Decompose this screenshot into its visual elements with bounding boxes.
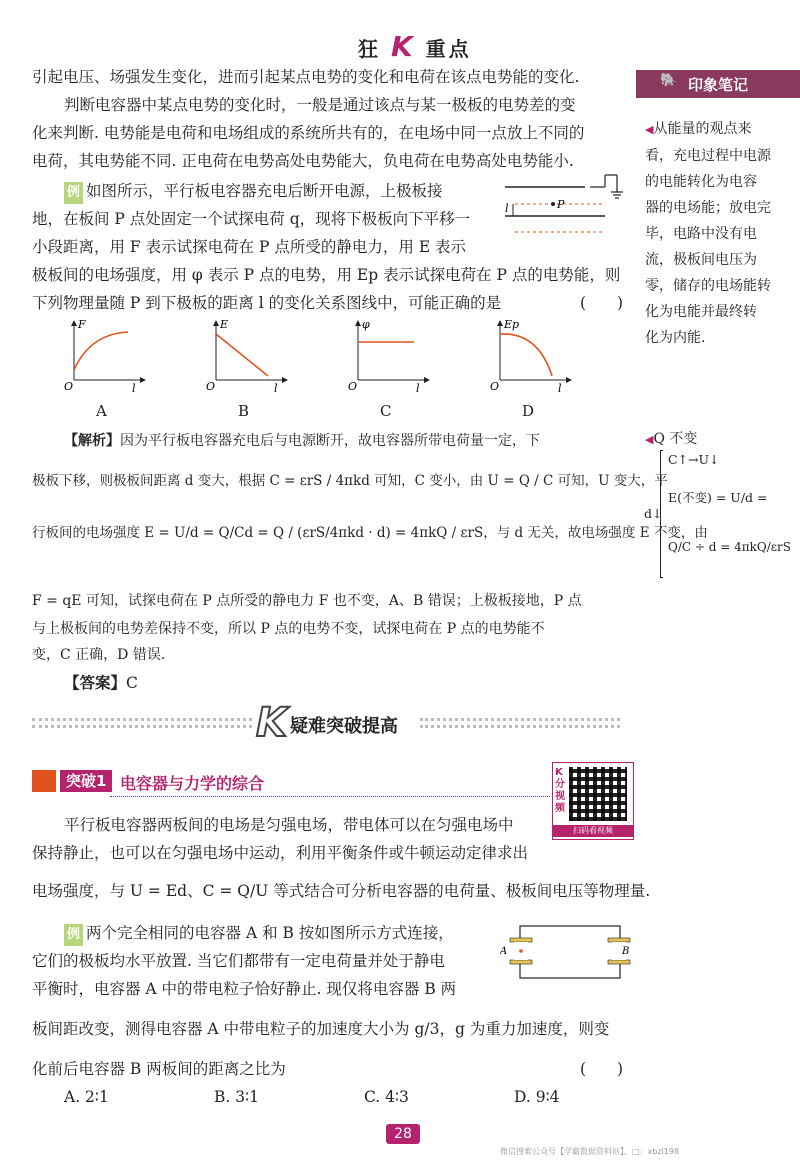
paragraph-line: 判断电容器中某点电势的变化时，一般是通过该点与某一极板的电势差的变 <box>64 96 576 114</box>
divider-left <box>32 718 252 728</box>
graph-a <box>64 318 146 395</box>
svg-text:l: l <box>558 382 562 395</box>
svg-text:O: O <box>206 380 216 393</box>
section-text: 电场强度，与 U = Ed、C = Q/U 等式结合可分析电容器的电荷量、极板间电压等物理量. <box>32 882 651 900</box>
svg-text:A: A <box>500 946 508 957</box>
analysis-line: 极板下移，则极板间距离 d 变大，根据 C = εrS / 4πkd 可知，C 变小，由 U = Q / C 可知，U 变大，平 <box>32 473 668 489</box>
option-c: C. 4∶3 <box>364 1088 409 1106</box>
svg-text:F: F <box>78 318 86 331</box>
section-title: 疑难突破提高 <box>290 716 398 737</box>
svg-text:φ: φ <box>362 318 370 331</box>
graph-d <box>490 318 572 395</box>
header-title-right: 重点 <box>425 37 472 61</box>
choice-b-label: B <box>238 402 250 420</box>
svg-text:O: O <box>348 380 358 393</box>
svg-text:l: l <box>274 382 278 395</box>
graph-row <box>60 318 640 398</box>
choice-d-label: D <box>522 402 535 420</box>
svg-text:l: l <box>132 382 136 395</box>
answer-line: 【答案】C <box>64 674 138 692</box>
divider-right <box>420 718 620 728</box>
example-tag: 例 <box>64 924 83 946</box>
example2-line: 板间距改变，测得电容器 A 中带电粒子的加速度大小为 g/3，g 为重力加速度，则变 <box>32 1020 610 1038</box>
example2-line: 化前后电容器 B 两板间的距离之比为 <box>32 1060 286 1078</box>
paragraph-line: 化来判断. 电势能是电荷和电场组成的系统所共有的，在电场中同一点放上不同的 <box>32 124 585 142</box>
choice-a-label: A <box>96 402 107 420</box>
sidebar-title: 印象笔记 <box>688 76 749 94</box>
sidebar-header <box>636 70 800 98</box>
example1-line: 小段距离，用 F 表示试探电荷在 P 点所受的静电力，用 E 表示 <box>32 238 467 256</box>
example1-line: 极板间的电场强度，用 φ 表示 P 点的电势，用 Ep 表示试探电荷在 P 点的电势能，则 <box>32 266 621 284</box>
watermark: 微信搜索公众号【学霸数据资料站】，□：xbzl198 <box>500 1147 680 1156</box>
breakthrough-title: 电容器与力学的综合 <box>120 774 265 793</box>
svg-text:Ep: Ep <box>504 318 520 331</box>
curve-b <box>216 334 268 376</box>
page-header <box>358 30 472 63</box>
section-text: 保持静止，也可以在匀强电场中运动，利用平衡条件或牛顿运动定律求出 <box>32 844 529 862</box>
paragraph-line: 引起电压、场强发生变化，进而引起某点电势的变化和电荷在该点电势能的变化. <box>32 68 580 86</box>
graph-b <box>206 318 288 395</box>
example-tag: 例 <box>64 182 83 204</box>
analysis-line: 与上极板间的电势差保持不变，所以 P 点的电势不变，试探电荷在 P 点的电势能不 <box>32 621 545 637</box>
answer-paren: ( ) <box>580 294 624 312</box>
q-step: Q/C ÷ d = 4πkQ/εrS <box>668 540 791 554</box>
capacitor-figure <box>505 172 630 242</box>
elephant-icon: 🐘 <box>660 73 677 88</box>
analysis-line: 变，C 正确，D 错误. <box>32 647 166 663</box>
svg-text:E: E <box>220 318 229 331</box>
two-capacitor-figure <box>500 918 635 986</box>
svg-text:l: l <box>505 202 509 215</box>
triangle-icon: ◀ <box>645 123 654 136</box>
q-step: E(不变) = U/d = <box>668 490 768 505</box>
choice-c-label: C <box>380 402 392 420</box>
section-text: 平行板电容器两板间的电场是匀强电场，带电体可以在匀强电场中 <box>64 816 514 834</box>
svg-text:P: P <box>557 198 565 211</box>
video-qr-box[interactable]: K分视频 扫码看视频 <box>552 762 634 840</box>
example1-line: 地，在板间 P 点处固定一个试探电荷 q，现将下极板向下平移一 <box>32 210 471 228</box>
svg-text:O: O <box>490 380 500 393</box>
header-title-left: 狂 <box>358 37 381 61</box>
triangle-icon: ◀ <box>645 433 654 446</box>
example2-line: 平衡时，电容器 A 中的带电粒子恰好静止. 现仅将电容器 B 两 <box>32 980 457 998</box>
q-step: C↑→U↓ <box>668 452 720 467</box>
example2-line: 例 两个完全相同的电容器 A 和 B 按如图所示方式连接， <box>64 922 454 946</box>
curve-a <box>74 332 128 370</box>
example2-line: 它们的极板均水平放置. 当它们都带有一定电荷量并处于静电 <box>32 952 445 970</box>
option-b: B. 3∶1 <box>214 1088 260 1106</box>
sidebar-note: ◀从能量的观点来 看，充电过程中电源 的电能转化为电容 器的电场能；放电完 毕，电路中没有电 流，极板间电压为 零，储存的电场能转 化为电能并最终转 化为内能. <box>645 121 771 346</box>
curve-d <box>500 334 552 376</box>
q-note: ◀Q 不变 <box>645 431 698 447</box>
header-k-logo: K <box>390 30 416 63</box>
qr-code-icon[interactable] <box>569 767 627 821</box>
heading-underline <box>110 796 550 797</box>
svg-text:B: B <box>622 946 630 957</box>
q-step: d↓ <box>644 506 663 521</box>
analysis-line: 【解析】因为平行板电容器充电后与电源断开，故电容器所带电荷量一定，下 <box>64 433 540 449</box>
book-icon <box>32 770 56 792</box>
paragraph-line: 电荷，其电势能不同. 正电荷在电势高处电势能大，负电荷在电势高处电势能小. <box>32 152 574 170</box>
answer-paren: ( ) <box>580 1060 624 1078</box>
analysis-line: F = qE 可知，试探电荷在 P 点所受的静电力 F 也不变，A、B 错误；上极板接地，P 点 <box>32 593 582 609</box>
example1-line: 例 如图所示，平行板电容器充电后断开电源，上极板接 <box>64 180 443 204</box>
svg-text:O: O <box>64 380 74 393</box>
analysis-line: 行板间的电场强度 E = U/d = Q/Cd = Q / (εrS/4πkd · d) = 4πkQ / εrS，与 d 无关，故电场强度 E 不变，由 <box>32 525 708 541</box>
example1-line: 下列物理量随 P 到下极板的距离 l 的变化关系图线中，可能正确的是 <box>32 294 502 312</box>
breakthrough-tag: 突破1 <box>60 770 112 792</box>
option-d: D. 9∶4 <box>514 1088 560 1106</box>
svg-text:l: l <box>416 382 420 395</box>
graph-c <box>348 318 430 395</box>
k-logo-icon: K <box>256 700 287 746</box>
page-number: 28 <box>386 1124 420 1144</box>
option-a: A. 2∶1 <box>64 1088 109 1106</box>
